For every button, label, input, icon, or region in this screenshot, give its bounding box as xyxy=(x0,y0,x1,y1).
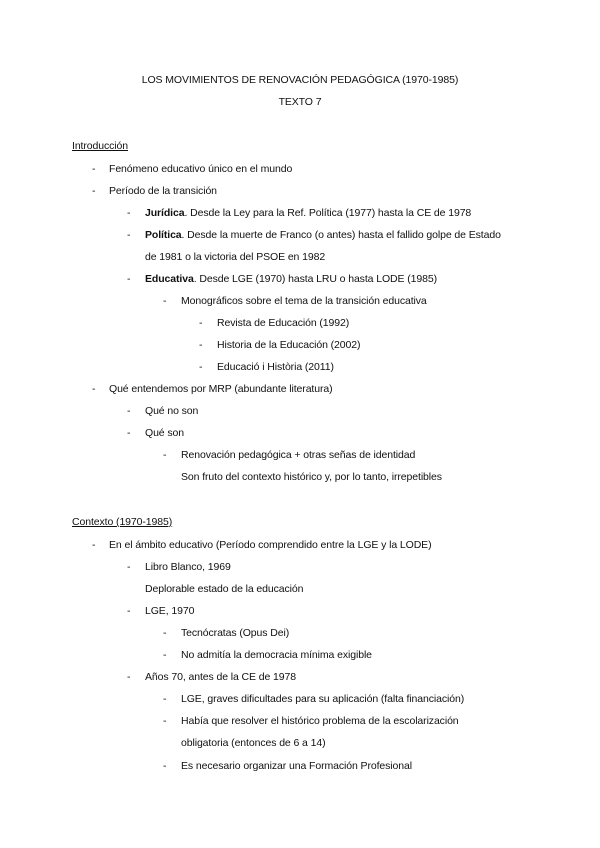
list-item: No admitía la democracia mínima exigible xyxy=(181,649,372,661)
bullet-dash: - xyxy=(199,339,203,351)
list-item: En el ámbito educativo (Período comprendido entre la LGE y la LODE) xyxy=(109,539,432,551)
list-item: Monográficos sobre el tema de la transición educativa xyxy=(181,295,427,307)
list-item: Renovación pedagógica + otras señas de identidad xyxy=(181,449,416,461)
bullet-dash: - xyxy=(199,317,203,329)
list-item-continuation: Deplorable estado de la educación xyxy=(145,583,304,595)
section-heading-contexto: Contexto (1970-1985) xyxy=(72,516,173,528)
document-title: LOS MOVIMIENTOS DE RENOVACIÓN PEDAGÓGICA (1970-1985) xyxy=(141,74,459,86)
list-item: Es necesario organizar una Formación Profesional xyxy=(181,760,412,772)
list-item: Fenómeno educativo único en el mundo xyxy=(109,163,293,175)
bullet-dash: - xyxy=(163,295,167,307)
list-item-continuation: Son fruto del contexto histórico y, por lo tanto, irrepetibles xyxy=(181,471,442,483)
juridica-text: . Desde la Ley para la Ref. Política (1977) hasta la CE de 1978 xyxy=(184,207,472,219)
bullet-dash: - xyxy=(127,207,131,219)
bullet-dash: - xyxy=(163,760,167,772)
list-item-continuation: obligatoria (entonces de 6 a 14) xyxy=(181,737,326,749)
list-item: Revista de Educación (1992) xyxy=(217,317,350,329)
bullet-dash: - xyxy=(127,405,131,417)
bullet-dash: - xyxy=(127,561,131,573)
bullet-dash: - xyxy=(163,627,167,639)
list-item-juridica xyxy=(145,207,471,220)
educativa-label: Educativa xyxy=(145,273,194,285)
list-item-educativa xyxy=(145,273,437,286)
list-item: Años 70, antes de la CE de 1978 xyxy=(145,671,297,683)
list-item: Qué son xyxy=(145,427,184,439)
list-item: LGE, graves dificultades para su aplicación (falta financiación) xyxy=(181,693,465,705)
bullet-dash: - xyxy=(127,229,131,241)
bullet-dash: - xyxy=(127,671,131,683)
list-item: Qué no son xyxy=(145,405,199,417)
bullet-dash: - xyxy=(92,383,96,395)
bullet-dash: - xyxy=(163,693,167,705)
list-item: LGE, 1970 xyxy=(145,605,195,617)
bullet-dash: - xyxy=(92,185,96,197)
list-item: Período de la transición xyxy=(109,185,217,197)
bullet-dash: - xyxy=(199,361,203,373)
section-heading-introduccion: Introducción xyxy=(72,140,129,152)
list-item: Qué entendemos por MRP (abundante literatura) xyxy=(109,383,333,395)
bullet-dash: - xyxy=(92,163,96,175)
document-subtitle: TEXTO 7 xyxy=(278,96,322,108)
list-item-politica xyxy=(145,229,501,242)
list-item: Educació i Història (2011) xyxy=(217,361,334,373)
bullet-dash: - xyxy=(163,649,167,661)
list-item: Tecnócratas (Opus Dei) xyxy=(181,627,290,639)
bullet-dash: - xyxy=(127,605,131,617)
bullet-dash: - xyxy=(163,715,167,727)
educativa-text: . Desde LGE (1970) hasta LRU o hasta LODE (1985) xyxy=(193,273,437,285)
bullet-dash: - xyxy=(127,427,131,439)
politica-text: . Desde la muerte de Franco (o antes) hasta el fallido golpe de Estado xyxy=(181,229,501,241)
list-item: Libro Blanco, 1969 xyxy=(145,561,231,573)
politica-continuation: de 1981 o la victoria del PSOE en 1982 xyxy=(145,251,326,263)
bullet-dash: - xyxy=(92,539,96,551)
juridica-label: Jurídica xyxy=(145,207,185,219)
bullet-dash: - xyxy=(163,449,167,461)
bullet-dash: - xyxy=(127,273,131,285)
politica-label: Política xyxy=(145,229,182,241)
list-item: Historia de la Educación (2002) xyxy=(217,339,361,351)
list-item: Había que resolver el histórico problema de la escolarización xyxy=(181,715,459,727)
